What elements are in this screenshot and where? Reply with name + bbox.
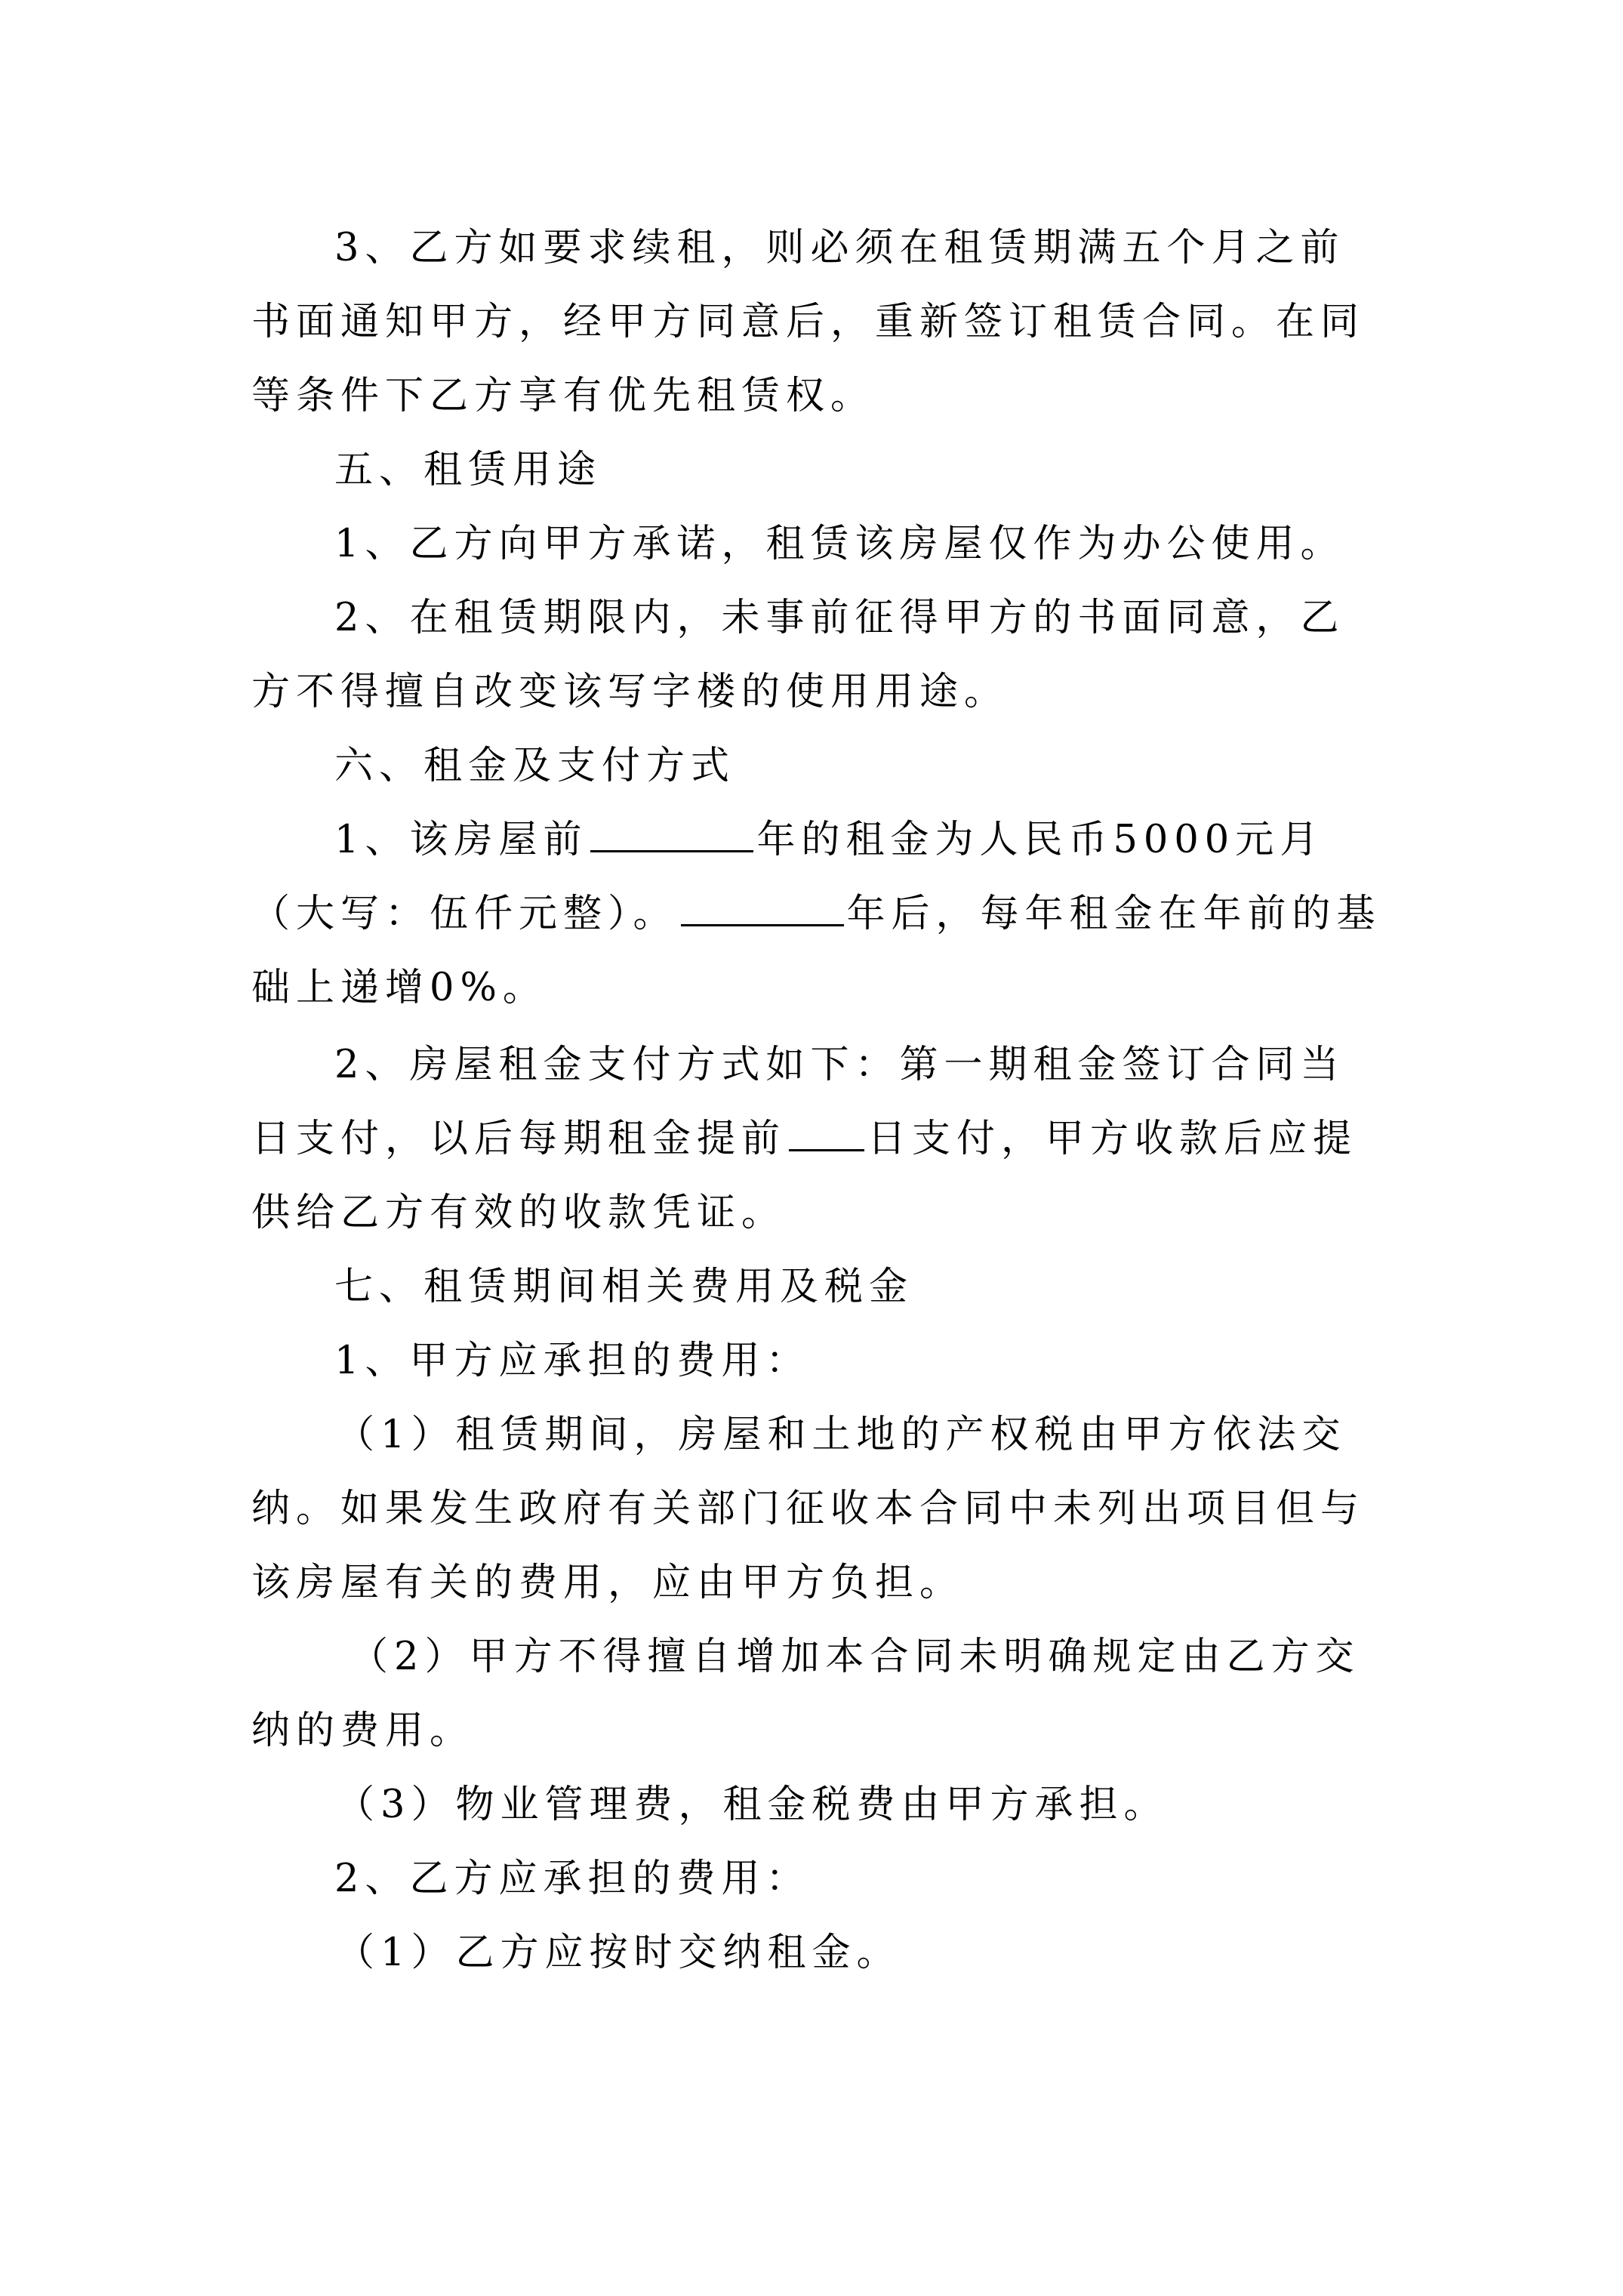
- section-heading-5: 五、租赁用途: [334, 448, 602, 492]
- clause-7-1-3-paragraph: （3）物业管理费，租金税费由甲方承担。: [336, 1783, 1169, 1827]
- clause-6-1-text-c: 年后，每年租金在年前的基础上递增0%。: [251, 892, 1381, 1010]
- years-blank-1: [590, 817, 753, 852]
- section-heading-6: 六、租金及支付方式: [334, 744, 736, 788]
- years-blank-2: [681, 891, 844, 926]
- clause-6-1-text-b: 年的租金为人民币5000元月（大写：伍仟元整）。: [251, 818, 1325, 936]
- clause-7-1-paragraph: 1、甲方应承担的费用：: [334, 1339, 811, 1383]
- clause-renewal-paragraph: 3、乙方如要求续租，则必须在租赁期满五个月之前书面通知甲方，经甲方同意后，重新签订租赁合同。在同等条件下乙方享有优先租赁权。: [251, 226, 1366, 418]
- days-blank: [789, 1116, 864, 1151]
- clause-6-1-paragraph: [251, 803, 1384, 1025]
- clause-6-1-text-a: 1、该房屋前: [334, 818, 588, 862]
- document-body: [251, 211, 1384, 1990]
- clause-5-1-paragraph: 1、乙方向甲方承诺，租赁该房屋仅作为办公使用。: [334, 522, 1345, 566]
- clause-7-2-1-paragraph: （1）乙方应按时交纳租金。: [336, 1931, 901, 1975]
- section-heading-7: 七、租赁期间相关费用及税金: [334, 1265, 914, 1309]
- clause-6-2-paragraph: [251, 1028, 1384, 1250]
- clause-6-2-text-a: 2、房屋租金支付方式如下：第一期租金签订合同当日支付，以后每期租金提前: [251, 1043, 1345, 1161]
- clause-7-1-2-paragraph: （2）甲方不得擅自增加本合同未明确规定由乙方交纳的费用。: [251, 1635, 1360, 1753]
- clause-6-2-text-b: 日支付，甲方收款后应提供给乙方有效的收款凭证。: [251, 1117, 1358, 1235]
- clause-7-2-paragraph: 2、乙方应承担的费用：: [334, 1857, 811, 1901]
- clause-7-1-1-paragraph: （1）租赁期间，房屋和土地的产权税由甲方依法交纳。如果发生政府有关部门征收本合同中未列出项目但与该房屋有关的费用，应由甲方负担。: [251, 1413, 1366, 1605]
- clause-5-2-paragraph: 2、在租赁期限内，未事前征得甲方的书面同意，乙方不得擅自改变该写字楼的使用用途。: [251, 596, 1345, 714]
